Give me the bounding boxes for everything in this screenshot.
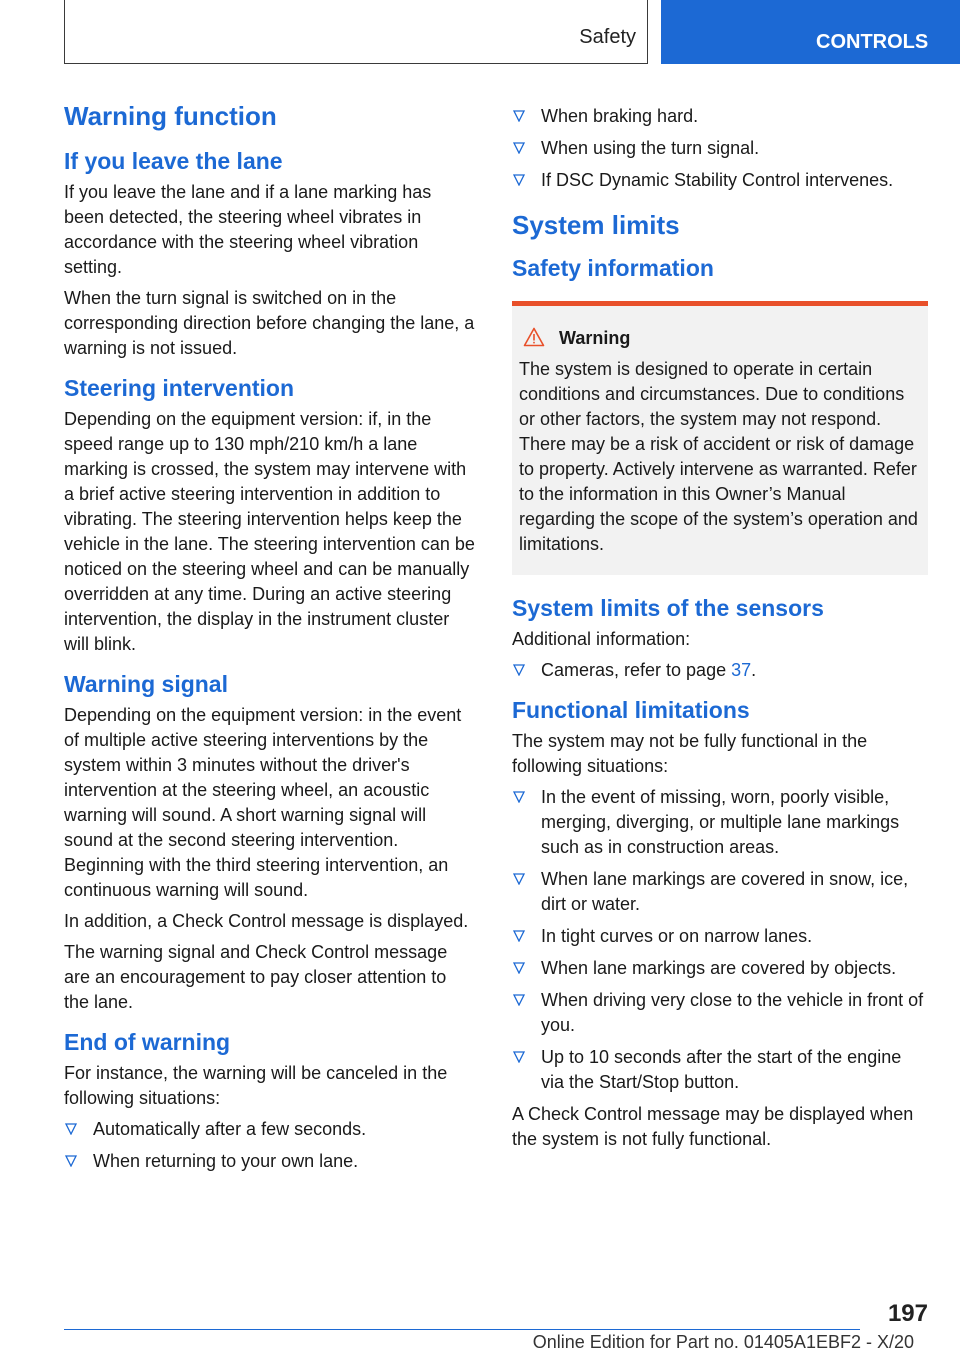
bullet-triangle-icon — [513, 994, 525, 1006]
footer-divider — [64, 1329, 860, 1330]
list-item-text: In tight curves or on narrow lanes. — [541, 926, 813, 946]
paragraph: When the turn signal is switched on in the corresponding direction before changing the lane, a warning is not issued. — [64, 288, 475, 358]
list-item — [64, 1149, 476, 1174]
bullet-triangle-icon — [513, 174, 525, 186]
list-item — [512, 956, 928, 981]
list-item — [512, 867, 928, 917]
list-item — [512, 924, 928, 949]
warning-label: Warning — [559, 328, 631, 348]
heading-sensor-limits: System limits of the sensors — [512, 595, 824, 621]
list-item — [512, 104, 928, 129]
paragraph: For instance, the warning will be canceled in the following situations: — [64, 1063, 448, 1108]
list-item-text: Cameras, refer to page — [541, 660, 732, 680]
bullet-triangle-icon — [65, 1123, 77, 1135]
bullet-triangle-icon — [513, 142, 525, 154]
bullet-triangle-icon — [513, 664, 525, 676]
header-chapter-tab[interactable]: CONTROLS — [661, 0, 960, 64]
page-link[interactable]: 37 — [731, 660, 752, 680]
page-number: 197 — [887, 1300, 928, 1327]
left-column — [64, 98, 476, 1181]
footer-edition: Online Edition for Part no. 01405A1EBF2 - X/20 — [532, 1332, 914, 1352]
paragraph: In addition, a Check Control message is displayed. — [64, 911, 469, 931]
heading-system-limits: System limits — [512, 210, 680, 240]
bullet-triangle-icon — [513, 930, 525, 942]
list-item — [512, 785, 928, 860]
intervention-end-list — [512, 104, 928, 193]
right-column — [512, 104, 928, 1158]
list-item-text: When using the turn signal. — [541, 138, 760, 158]
heading-steering-intervention: Steering intervention — [64, 375, 295, 401]
bullet-triangle-icon — [513, 110, 525, 122]
list-item-text: When braking hard. — [541, 106, 699, 126]
bullet-triangle-icon — [65, 1155, 77, 1167]
list-item-text: When lane markings are covered in snow, ice, dirt or water. — [541, 869, 909, 914]
list-item-text: Up to 10 seconds after the start of the engine via the Start/Stop button. — [541, 1047, 902, 1092]
warning-title — [519, 326, 922, 351]
list-item — [64, 1117, 476, 1142]
paragraph: Additional information: — [512, 629, 691, 649]
list-item — [512, 988, 928, 1038]
heading-warning-signal: Warning signal — [64, 671, 228, 697]
list-item — [512, 136, 928, 161]
paragraph: The system may not be fully functional in the following situations: — [512, 731, 868, 776]
heading-warning-function: Warning function — [64, 101, 277, 131]
warning-text: The system is designed to operate in certain conditions and circumstances. Due to conditions or other factors, the system may not respond. There may be a risk of accident or risk of damage to property. Actively intervene as warranted. Refer to the information in this Owner’s Manual regarding the scope of the system’s operation and limitations. — [519, 359, 918, 554]
list-item-text: When driving very close to the vehicle in front of you. — [541, 990, 924, 1035]
list-item — [512, 168, 928, 193]
list-item-suffix: . — [751, 660, 757, 680]
bullet-triangle-icon — [513, 962, 525, 974]
sensor-list — [512, 658, 928, 683]
list-item-text: When lane markings are covered by objects. — [541, 958, 897, 978]
paragraph: A Check Control message may be displayed when the system is not fully functional. — [512, 1104, 914, 1149]
bullet-triangle-icon — [513, 1051, 525, 1063]
heading-safety-information: Safety information — [512, 255, 714, 281]
list-item — [512, 658, 928, 683]
paragraph: Depending on the equipment version: in the event of multiple active steering interventions by the system within 3 minutes without the driver's intervention at the steering wheel, an acoustic warning will sound. A short warning signal will sound at the second steering intervention. Beginning with the third steering intervention, an continuous warning will sound. — [64, 705, 462, 900]
bullet-triangle-icon — [513, 873, 525, 885]
warning-box — [512, 301, 928, 575]
list-item-text: When returning to your own lane. — [93, 1151, 359, 1171]
end-of-warning-list — [64, 1117, 476, 1174]
paragraph: Depending on the equipment version: if, in the speed range up to 130 mph/210 km/h a lane marking is crossed, the system may intervene with a brief active steering intervention in addition to vibrating. The steering intervention helps keep the vehicle in the lane. The steering intervention can be noticed on the steering wheel and can be manually overridden at any time. During an active steering intervention, the display in the instrument cluster will blink. — [64, 409, 475, 654]
list-item-text: If DSC Dynamic Stability Control intervenes. — [541, 170, 894, 190]
list-item-text: Automatically after a few seconds. — [93, 1119, 367, 1139]
functional-limitations-list — [512, 785, 928, 1095]
paragraph: The warning signal and Check Control message are an encouragement to pay closer attention to the lane. — [64, 942, 448, 1012]
heading-leave-lane: If you leave the lane — [64, 148, 283, 174]
bullet-triangle-icon — [513, 791, 525, 803]
list-item — [512, 1045, 928, 1095]
heading-end-of-warning: End of warning — [64, 1029, 231, 1055]
warning-triangle-icon — [523, 327, 545, 347]
heading-functional-limitations: Functional limitations — [512, 697, 750, 723]
header-section-label: Safety — [579, 26, 636, 48]
paragraph: If you leave the lane and if a lane marking has been detected, the steering wheel vibrates in accordance with the steering wheel vibration setting. — [64, 182, 432, 277]
list-item-text: In the event of missing, worn, poorly visible, merging, diverging, or multiple lane markings such as in construction areas. — [541, 787, 900, 857]
